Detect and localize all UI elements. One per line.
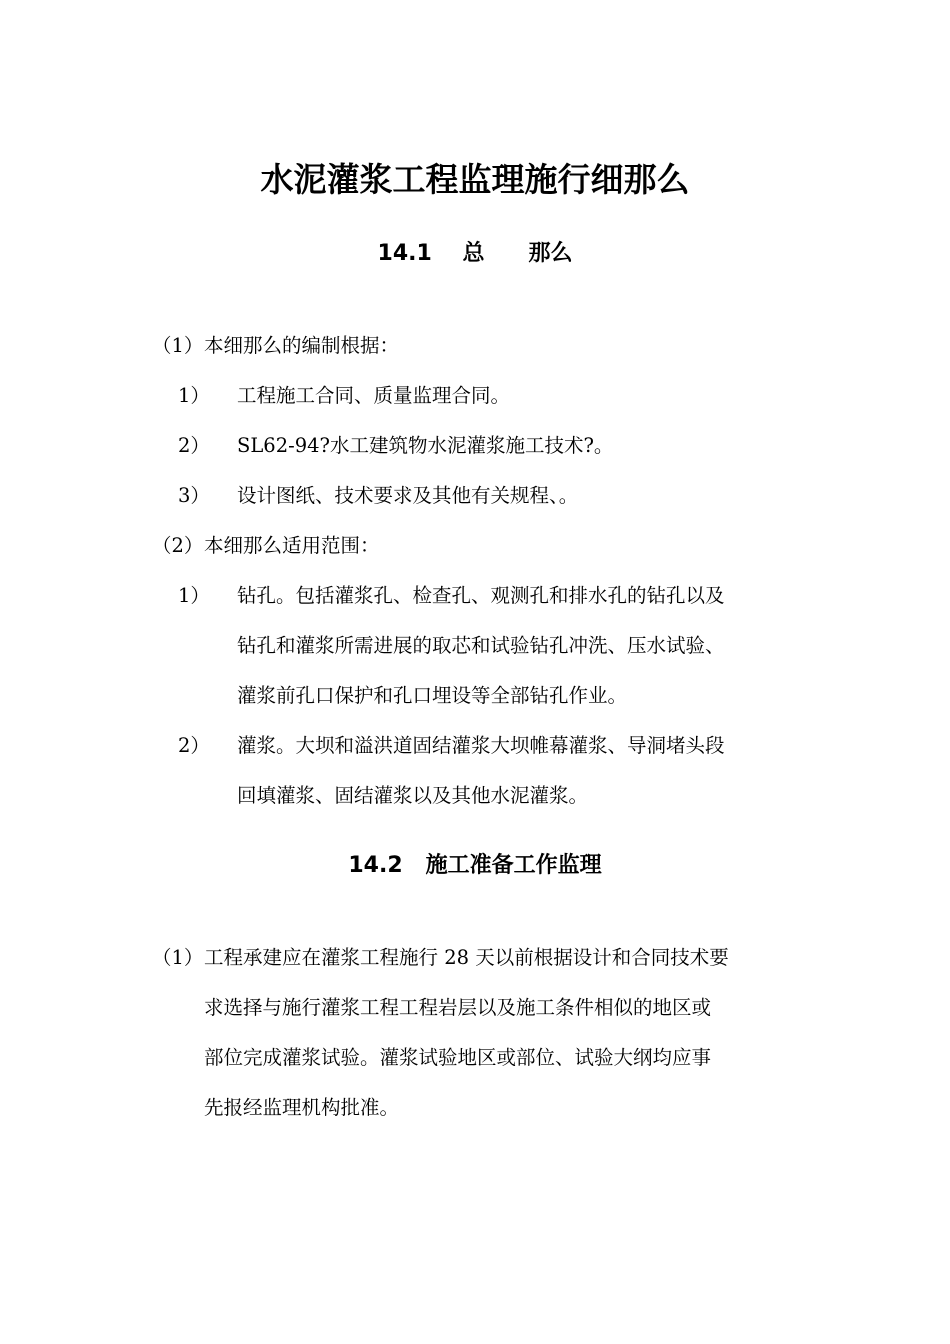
document-title: 水泥灌浆工程监理施行细那么 bbox=[260, 160, 690, 199]
section-title: 施工准备工作监理 bbox=[425, 853, 602, 878]
item-text: 本细那么适用范围： bbox=[204, 534, 380, 557]
subitem-text: SL62-94?水工建筑物水泥灌浆施工技术?。 bbox=[237, 434, 614, 457]
subitem-text-line: 钻孔和灌浆所需进展的取芯和试验钻孔冲洗、压水试验、 bbox=[237, 634, 725, 657]
section-number: 14.2 bbox=[348, 853, 403, 878]
item-text-line: 部位完成灌浆试验。灌浆试验地区或部位、试验大纲均应事 bbox=[204, 1046, 712, 1069]
item-text-line: 先报经监理机构批准。 bbox=[204, 1096, 400, 1119]
subitem-marker: 1） bbox=[178, 584, 210, 607]
item-text: 本细那么的编制根据： bbox=[204, 334, 400, 357]
section-heading-14-2 bbox=[0, 850, 950, 882]
subitem-text-line: 灌浆前孔口保护和孔口埋设等全部钻孔作业。 bbox=[237, 684, 628, 707]
section-number: 14.1 bbox=[377, 241, 432, 266]
subitem-marker: 3） bbox=[178, 484, 210, 507]
subitem-text: 工程施工合同、质量监理合同。 bbox=[237, 384, 511, 407]
subitem-text-line: 灌浆。大坝和溢洪道固结灌浆大坝帷幕灌浆、导洞堵头段 bbox=[237, 734, 725, 757]
subitem-marker: 2） bbox=[178, 734, 210, 757]
subitem-text-line: 回填灌浆、固结灌浆以及其他水泥灌浆。 bbox=[237, 784, 589, 807]
item-marker: （1） bbox=[152, 946, 204, 969]
subitem-marker: 2） bbox=[178, 434, 210, 457]
section-title: 总 那么 bbox=[462, 241, 573, 266]
item-text-line: 求选择与施行灌浆工程工程岩层以及施工条件相似的地区或 bbox=[204, 996, 712, 1019]
item-marker: （1） bbox=[152, 334, 204, 357]
subitem-text: 设计图纸、技术要求及其他有关规程、。 bbox=[237, 484, 579, 507]
section-heading-14-1 bbox=[0, 238, 950, 270]
subitem-text-line: 钻孔。包括灌浆孔、检查孔、观测孔和排水孔的钻孔以及 bbox=[237, 584, 725, 607]
item-text-line: 工程承建应在灌浆工程施行 28 天以前根据设计和合同技术要 bbox=[204, 946, 729, 969]
item-marker: （2） bbox=[152, 534, 204, 557]
subitem-marker: 1） bbox=[178, 384, 210, 407]
